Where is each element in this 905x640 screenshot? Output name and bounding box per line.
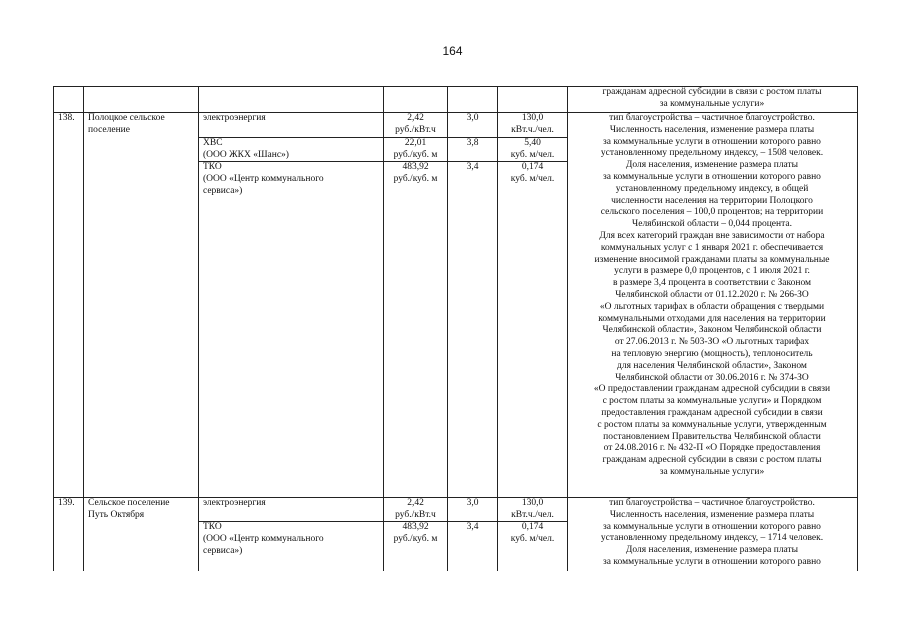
tariff-value: 2,42 руб./кВт.ч bbox=[395, 113, 436, 135]
consumption-volume: 130,0 кВт.ч./чел. bbox=[511, 113, 554, 135]
description-text: тип благоустройства – частичное благоустройство. Численность населения, изменение размера платы за коммунальные услуги в отношении которого равно установленному предельному индексу, – 1508 человек. Доля населения, изменение размера платы за коммунальные услуги в отношении которого равно установленному предельному индексу, в общей численности населения на территории Полоцкого сельского поселения – 100,0 процентов; на территории Челябинской области – 0,044 процента. Для всех категорий граждан вне зависимости от набора коммунальных услуг с 1 января 2021 г. обеспечивается изменение вносимой гражданами платы за коммунальные услуги в размере 0,0 процентов, с 1 июля 2021 г. в размере 3,4 процента в соответствии с Законом Челябинской области от 01.12.2020 г. № 266-ЗО «О льготных тарифах в области обращения с твердыми коммунальными отходами для населения на территории Челябинской области», Законом Челябинской области от 27.06.2013 г. № 503-ЗО «О льготных тарифах на тепловую энергию (мощность), теплоноситель для населения Челябинской области», Законом Челябинской области от 30.06.2016 г. № 374-ЗО «О предоставлении гражданам адресной субсидии в связи с ростом платы за коммунальные услуги» и Порядком предоставления гражданам адресной субсидии в связи с ростом платы за коммунальные услуги, утвержденным постановлением Правительства Челябинской области от 24.08.2016 г. № 432-П «О Порядке предоставления гражданам адресной субсидии в связи с ростом платы за коммунальные услуги» bbox=[593, 113, 831, 477]
page-number: 164 bbox=[442, 44, 463, 58]
consumption-volume: 0,174 куб. м/чел. bbox=[510, 522, 555, 544]
column-divider bbox=[83, 86, 84, 571]
tariff-value: 483,92 руб./куб. м bbox=[393, 522, 438, 544]
continuation-text: гражданам адресной субсидии в связи с ростом платы за коммунальные услуги» bbox=[602, 87, 822, 109]
row-number: 139. bbox=[58, 498, 75, 508]
service-name: ТКО (ООО «Центр коммунального сервиса») bbox=[203, 162, 324, 196]
table-border-left bbox=[53, 86, 54, 571]
consumption-volume: 5,40 куб. м/чел. bbox=[510, 138, 555, 160]
service-name: ТКО (ООО «Центр коммунального сервиса») bbox=[203, 522, 324, 556]
tariff-value: 22,01 руб./куб. м bbox=[393, 138, 438, 160]
growth-index: 3,0 bbox=[466, 498, 479, 508]
service-name: электроэнергия bbox=[203, 498, 266, 508]
growth-index: 3,8 bbox=[466, 138, 479, 148]
tariff-value: 2,42 руб./кВт.ч bbox=[395, 498, 436, 520]
consumption-volume: 0,174 куб. м/чел. bbox=[510, 162, 555, 184]
growth-index: 3,4 bbox=[466, 522, 479, 532]
description-text: тип благоустройства – частичное благоустройство. Численность населения, изменение размера платы за коммунальные услуги в отношении которого равно установленному предельному индексу, – 1714 человек. Доля населения, изменение размера платы за коммунальные услуги в отношении которого равно bbox=[600, 498, 824, 567]
service-name: ХВС (ООО ЖКХ «Шанс») bbox=[203, 138, 289, 160]
settlement-name: Сельское поселение Путь Октября bbox=[88, 498, 170, 520]
row-number: 138. bbox=[58, 113, 75, 123]
growth-index: 3,4 bbox=[466, 162, 479, 172]
tariff-value: 483,92 руб./куб. м bbox=[393, 162, 438, 184]
table-border-right bbox=[857, 86, 858, 571]
consumption-volume: 130,0 кВт.ч./чел. bbox=[511, 498, 554, 520]
service-name: электроэнергия bbox=[203, 113, 266, 123]
column-divider bbox=[198, 86, 199, 571]
settlement-name: Полоцкое сельское поселение bbox=[88, 113, 165, 135]
growth-index: 3,0 bbox=[466, 113, 479, 123]
